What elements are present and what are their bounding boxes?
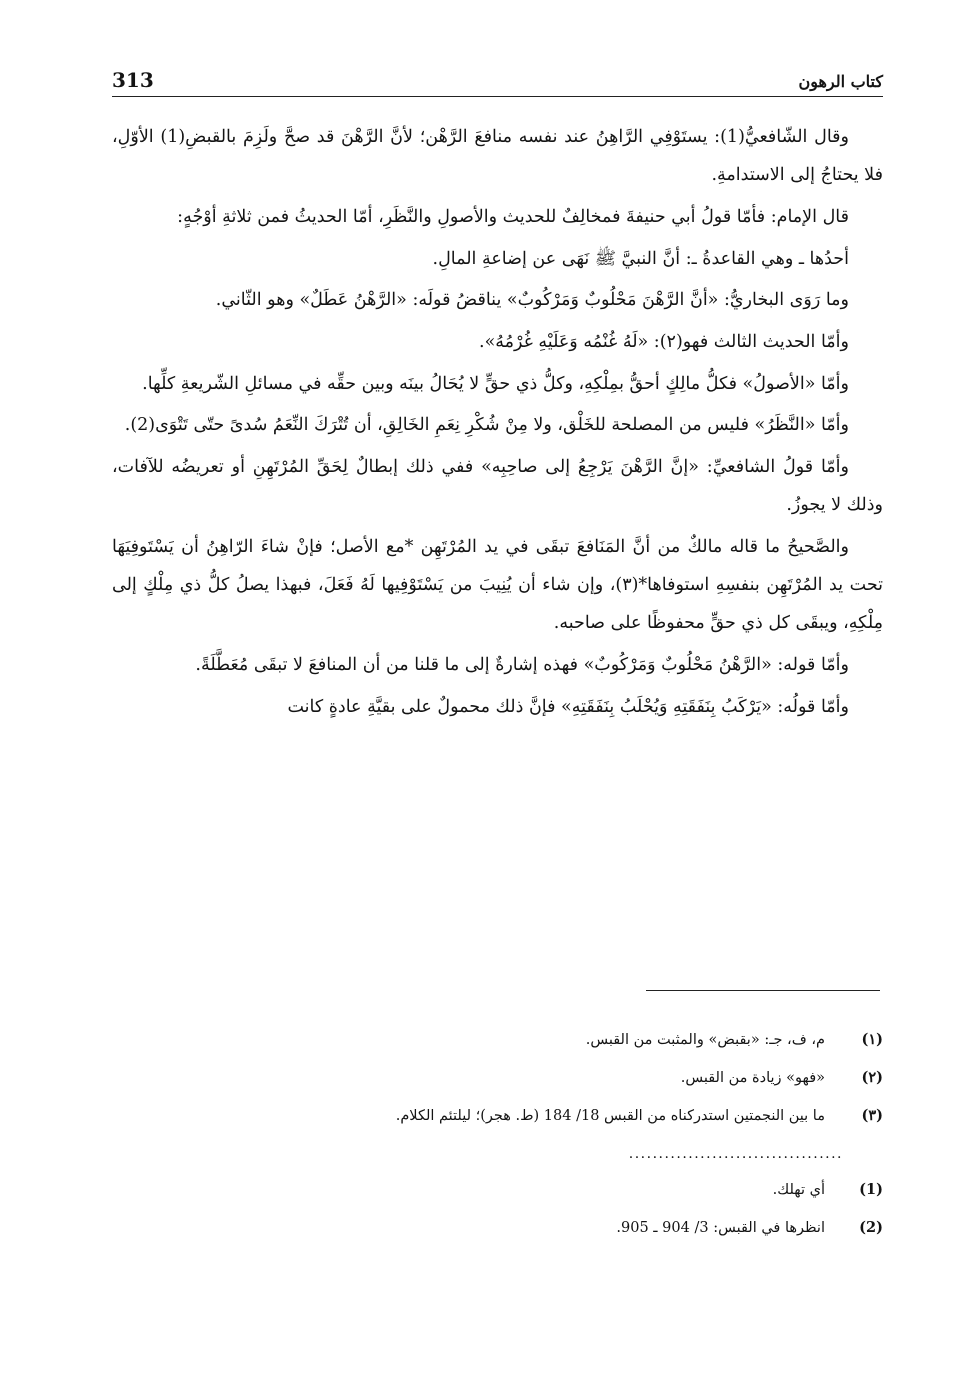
footnotes xyxy=(112,1030,883,1256)
paragraph: وأمّا الحديث الثالث فهو(٢): «لَهُ غُنْمُه وَعَلَيْهِ غُرْمُهُ». xyxy=(479,332,849,353)
footnote-separator: .................................... xyxy=(628,1146,843,1162)
page-header xyxy=(112,62,883,97)
footnote xyxy=(112,1218,883,1238)
footnote xyxy=(112,1068,883,1088)
footnote xyxy=(112,1030,883,1050)
footnote-text: م، ف، جـ: «بقبض» والمثبت من القبس. xyxy=(585,1032,825,1048)
paragraph: والصَّحيحُ ما قاله مالكٌ من أنَّ المَنَافعَ تبقَى في يد المُرْتَهِن *مع الأصل؛ فإنْ شاءَ الرّاهِنُ أن يَسْتَوفِيَهَا تحت يد المُرْتَهِن بنفسِهِ استوفاها*(٣)، وإن شاء أن يُنِيبَ من يَسْتَوْفِيها لَهُ فَعَلَ، فبهذا يصلُ كلُّ ذي مِلْكٍ إلى مِلْكِهِ، ويبقَى كل ذي حقٍّ محفوظًا على صاحبه. xyxy=(112,537,883,634)
paragraph: وأمّا «الأصولُ» فكلُّ مالِكٍ أحقُّ بمِلْكِهِ، وكلُّ ذي حقٍّ لا يُحَالُ بينَه وبين حقِّه في مسائلِ الشّريعةِ كلِّها. xyxy=(142,373,849,394)
paragraph: وأمّا قوله: «الرَّهْنُ مَحْلُوبٌ وَمَرْكُوبٌ» فهذه إشارةٌ إلى ما قلنا من أن المنافعَ لا تبقَى مُعَطَّلَةً. xyxy=(195,655,849,676)
main-text xyxy=(112,118,883,730)
footnote xyxy=(112,1180,883,1200)
paragraph: وأمّا قولُ الشافعيِّ: «إنَّ الرَّهْنَ يَرْجِعُ إلى صاحِبِه» ففي ذلك إبطالٌ لِحَقِّ المُرْتَهِنِ أو تعريضُه للآفات، وذلك لا يجوزُ. xyxy=(112,457,883,516)
footnote-divider xyxy=(646,990,880,991)
footnote xyxy=(112,1106,883,1126)
footnote-text: ما بين النجمتين استدركناه من القبس 18/ 184 (ط. هجر)؛ ليلتئم الكلام. xyxy=(395,1108,825,1124)
paragraph: وأمّا «النَّظَرُ» فليس من المصلحة للخَلْق، ولا مِنْ شُكْرِ نِعَمِ الخَالِقِ، أن تُتْرَكَ النِّعَمُ سُدىً حتّى تَتْوَى(2). xyxy=(124,415,849,436)
running-title: كتاب الرهون xyxy=(798,72,883,91)
paragraph: وأمّا قولُه: «يَرْكَبُ بِنَفَقَتِهِ وَيُحْلَبُ بِنَفَقَتِهِ» فإنَّ ذلك محمولٌ على بقيَّةِ عادةٍ كانت xyxy=(287,696,849,717)
footnote-number: (٣) xyxy=(861,1107,883,1124)
paragraph: أحدُها ـ وهي القاعدةُ ـ: أنَّ النبيَّ ﷺ نَهَى عن إضاعةِ المالِ. xyxy=(432,248,849,269)
page-number: 313 xyxy=(112,68,154,92)
paragraph: وقال الشّافعيُّ(1): يستَوْفِي الرَّاهِنُ عند نفسه منافعَ الرَّهْن؛ لأنَّ الرَّهْنَ قد صحَّ ولَزِمَ بالقبضِ(1) الأوّلِ، فلا يحتاجُ إلى الاستدامةِ. xyxy=(112,127,883,186)
footnote-number: (1) xyxy=(859,1181,883,1198)
footnote-number: (2) xyxy=(859,1219,883,1236)
paragraph: قال الإمام: فأمّا قولُ أبي حنيفةَ فمخالِفٌ للحديث والأصولِ والنَّظَرِ، أمّا الحديثُ فمن ثلاثةِ أوْجُهٍ: xyxy=(177,206,849,227)
paragraph: وما رَوَى البخاريُّ: «أنَّ الرَّهْنَ مَحْلُوبٌ وَمَرْكُوبٌ» يناقضُ قولَه: «الرَّهْنُ عَطَلٌ» وهو الثّاني. xyxy=(215,290,849,311)
footnote-text: انظرها في القبس: 3/ 904 ـ 905. xyxy=(616,1220,825,1236)
footnote-text: أي تهلك. xyxy=(772,1182,825,1198)
footnote-text: «فهو» زيادة من القبس. xyxy=(680,1070,825,1086)
footnote-number: (١) xyxy=(861,1031,883,1048)
footnote-number: (٢) xyxy=(861,1069,883,1086)
